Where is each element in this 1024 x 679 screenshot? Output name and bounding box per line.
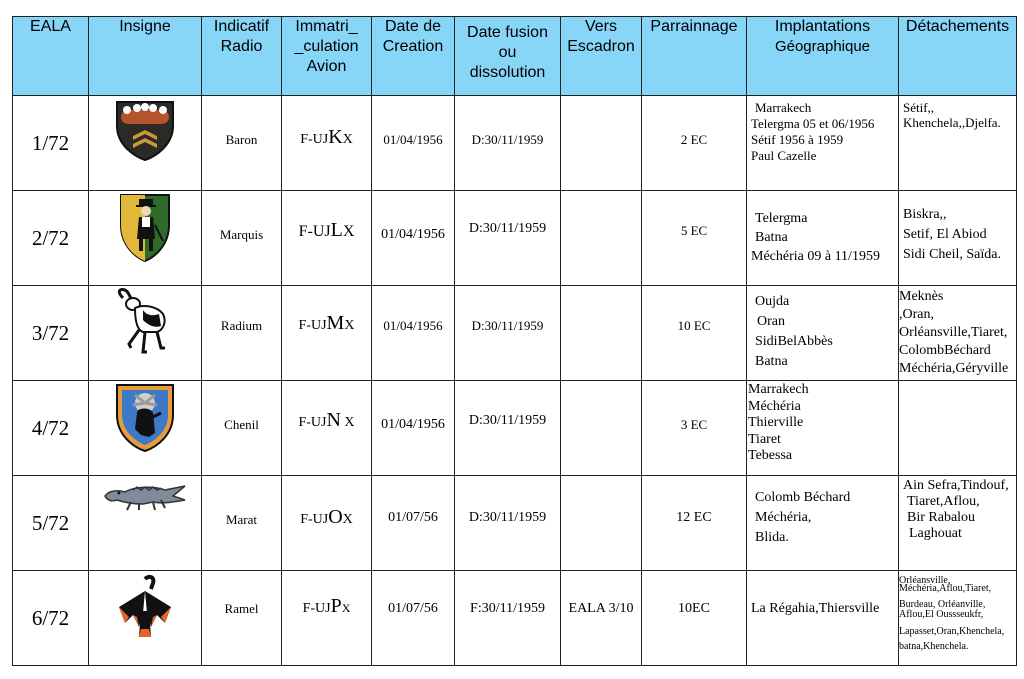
list-item: Oran [757,314,785,329]
implantations-cell [747,286,899,381]
shield-palm-lion-icon [113,381,177,453]
vers-escadron-cell [561,96,642,191]
goat-icon [113,286,177,360]
vers-escadron-cell [561,286,642,381]
list-item: ,Oran, [899,307,934,322]
list-item: Burdeau, Orléanville, [899,599,986,610]
date-creation-cell: 01/07/56 [372,571,455,666]
detachements-cell [899,286,1017,381]
list-item: Méchéria,Aflou,Tiaret, [899,583,992,594]
list-item: Ain Sefra,Tindouf, [903,478,1009,493]
date-fusion-cell: D:30/11/1959 [455,96,561,191]
indicatif-cell: Baron [202,96,282,191]
date-fusion-cell: D:30/11/1959 [455,381,561,476]
list-item: Biskra,, [903,207,947,222]
list-item: Oujda [755,294,790,309]
header-vers-escadron: Vers Escadron [561,17,642,96]
parrainnage-cell: 3 EC [642,381,747,476]
list-item: Paul Cazelle [751,148,817,163]
table-row [13,191,1017,286]
indicatif-cell: Chenil [202,381,282,476]
shield-crown-chevron-icon [113,96,177,162]
date-creation-cell: 01/07/56 [372,476,455,571]
thunderbird-icon [115,571,175,641]
immat-cell: F-UJLX [282,191,372,286]
indicatif-cell: Marquis [202,191,282,286]
list-item: La Régahia,Thiersville [751,601,880,616]
list-item: Colomb Béchard [755,490,851,505]
list-item: Batna [755,354,788,369]
list-item: Telergma [755,211,808,226]
eala-table [12,16,1017,666]
list-item: Thierville [748,415,804,430]
detachements-cell [899,191,1017,286]
date-fusion-cell: D:30/11/1959 [455,191,561,286]
date-fusion-cell: D:30/11/1959 [455,476,561,571]
list-item: Méchéria, [755,510,812,525]
insigne-cell [89,191,202,286]
detachements-cell [899,96,1017,191]
implantations-cell [747,96,899,191]
table-row [13,96,1017,191]
list-item: Tiaret [748,431,781,447]
immat-cell: F-UJMX [282,286,372,381]
date-creation-cell: 01/04/1956 [372,191,455,286]
list-item: Meknès [899,289,944,304]
list-item: Batna [755,230,788,245]
eala-cell: 5/72 [13,476,89,571]
eala-cell: 3/72 [13,286,89,381]
vers-escadron-cell [561,381,642,476]
list-item: Telergma 05 et 06/1956 [751,116,875,131]
parrainnage-cell: 12 EC [642,476,747,571]
date-creation-cell: 01/04/1956 [372,96,455,191]
indicatif-cell: Ramel [202,571,282,666]
parrainnage-cell: 10EC [642,571,747,666]
list-item: Sétif,, [903,100,935,115]
list-item: batna,Khenchela. [899,641,969,652]
list-item: Bir Rabalou [907,510,976,525]
vers-escadron-cell: EALA 3/10 [561,571,642,666]
implantations-cell [747,191,899,286]
table-row [13,381,1017,476]
detachements-cell [899,381,1017,476]
header-immatriculation: Immatri_ _culation Avion [282,17,372,96]
list-item: Méchéria 09 à 11/1959 [751,249,880,264]
table-row [13,286,1017,381]
list-item: Tebessa [748,448,793,463]
list-item: Tiaret,Aflou, [907,494,980,509]
immat-cell: F-UJKX [282,96,372,191]
eala-cell: 6/72 [13,571,89,666]
insigne-cell [89,286,202,381]
list-item: Méchéria,Géryville [899,361,1009,376]
vers-escadron-cell [561,476,642,571]
immat-cell: F-UJOX [282,476,372,571]
implantations-cell [747,381,899,476]
header-eala: EALA [13,17,89,96]
list-item: Khenchela,,Djelfa. [903,115,1001,130]
list-item: Setif, El Abiod [903,227,987,242]
list-item: Orléansville,Tiaret, [899,325,1008,340]
list-item: Blida. [755,530,789,545]
insigne-cell [89,96,202,191]
list-item: Orléansville, [899,575,951,586]
list-item: Lapasset,Oran,Khenchela, [899,626,1005,637]
header-detachements: Détachements [899,17,1017,96]
indicatif-cell: Radium [202,286,282,381]
immat-cell: F-UJN X [282,381,372,476]
implantations-cell [747,571,899,666]
list-item: Sidi Cheil, Saïda. [903,247,1001,262]
insigne-cell [89,381,202,476]
date-creation-cell: 01/04/1956 [372,286,455,381]
parrainnage-cell: 5 EC [642,191,747,286]
eala-cell: 1/72 [13,96,89,191]
eala-cell: 2/72 [13,191,89,286]
implantations-cell [747,476,899,571]
date-creation-cell: 01/04/1956 [372,381,455,476]
insigne-cell [89,476,202,571]
parrainnage-cell: 10 EC [642,286,747,381]
list-item: Sétif 1956 à 1959 [751,132,844,147]
table-row [13,571,1017,666]
list-item: Aflou,El Oussseukfr, [899,609,984,620]
detachements-cell [899,476,1017,571]
vers-escadron-cell [561,191,642,286]
immat-cell: F-UJPX [282,571,372,666]
header-row [13,17,1017,96]
date-fusion-cell: F:30/11/1959 [455,571,561,666]
list-item: Marrakech [748,382,809,397]
header-indicatif: Indicatif Radio [202,17,282,96]
crocodile-icon [103,476,187,512]
insigne-cell [89,571,202,666]
eala-cell: 4/72 [13,381,89,476]
header-implantations: Implantations Géographique [747,17,899,96]
header-insigne: Insigne [89,17,202,96]
header-parrainnage: Parrainnage [642,17,747,96]
list-item: Marrakech [755,100,812,115]
detachements-cell [899,571,1017,666]
list-item: ColombBéchard [899,343,991,358]
shield-marquis-icon [117,191,173,263]
indicatif-cell: Marat [202,476,282,571]
header-date-creation: Date de Creation [372,17,455,96]
date-fusion-cell: D:30/11/1959 [455,286,561,381]
table-row [13,476,1017,571]
header-date-fusion: Date fusion ou dissolution [455,17,561,96]
list-item: Méchéria [748,398,801,414]
list-item: SidiBelAbbès [755,334,833,349]
parrainnage-cell: 2 EC [642,96,747,191]
list-item: Laghouat [909,526,962,541]
